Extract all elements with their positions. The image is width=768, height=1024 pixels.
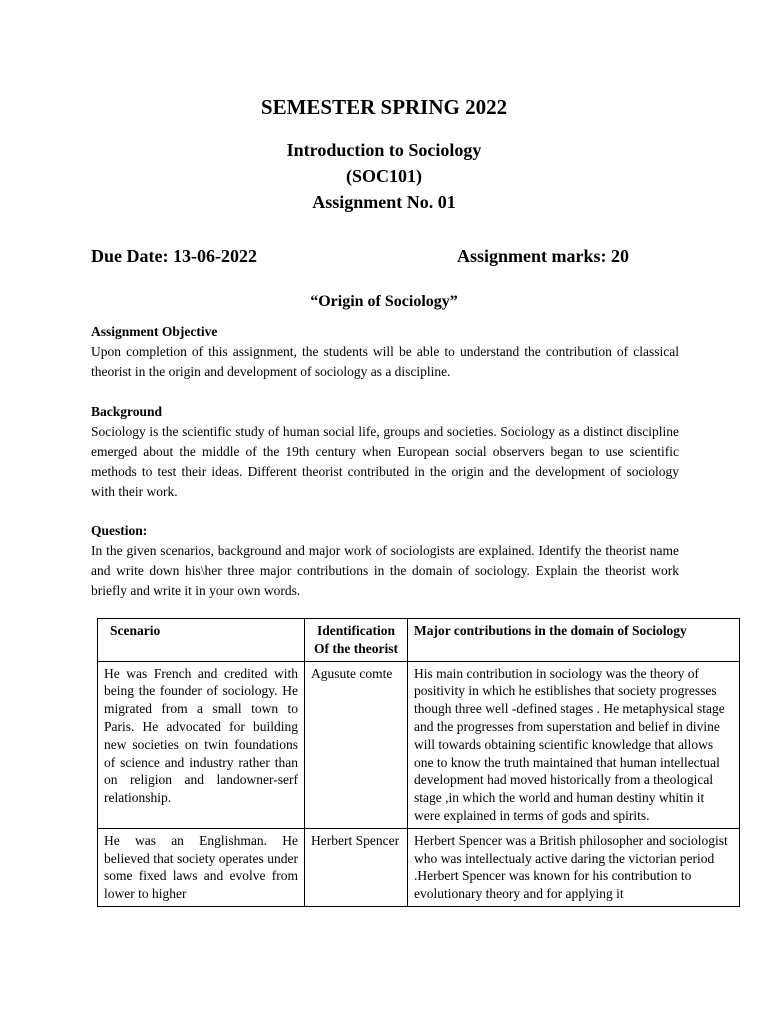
semester-title: SEMESTER SPRING 2022	[260, 95, 508, 119]
assignment-topic: “Origin of Sociology”	[310, 293, 458, 310]
background-text: Sociology is the scientific study of human social life, groups and societies. Sociology as a distinct discipline emerged about the middle of the 19th century when European social observers began to use scientific methods to test their ideas. Different theorist contributed in the origin and the development of sociology with their work.	[91, 424, 679, 499]
scenario-table	[97, 618, 740, 907]
theorist-cell: Agusute comte	[305, 661, 408, 828]
assignment-number: Assignment No. 01	[312, 192, 456, 212]
theorist-cell: Herbert Spencer	[305, 828, 408, 906]
assignment-marks: Assignment marks: 20	[457, 246, 630, 266]
table-row	[98, 828, 740, 906]
due-date: Due Date: 13-06-2022	[91, 246, 257, 266]
contribution-cell: Herbert Spencer was a British philosopher and sociologist who was intellectualy active daring the victorian period .Herbert Spencer was known for his contribution to evolutionary theory and for applying it	[408, 828, 740, 906]
course-title: Introduction to Sociology	[286, 140, 482, 160]
scenario-cell: He was an Englishman. He believed that society operates under some fixed laws and evolve from lower to higher	[98, 828, 305, 906]
question-section	[91, 521, 679, 601]
header-identification: Identification Of the theorist	[305, 619, 408, 662]
contribution-cell: His main contribution in sociology was the theory of positivity in which he estiblishes that society progresses though three well -defined stages . He metaphysical stage and the progresses from superstation and belief in divine will towards obtaining scientific knowledge that allows one to know the truth maintained that human intellectual development had moved historically from a theological stage ,in which the world and human destiny whitin it were explained in terms of gods and spirits.	[408, 661, 740, 828]
background-heading: Background	[91, 404, 163, 419]
question-text: In the given scenarios, background and major work of sociologists are explained. Identify the theorist name and write down his\her three major contributions in the domain of sociology. Explain the theorist work briefly and write it in your own words.	[91, 543, 679, 598]
scenario-cell: He was French and credited with being the founder of sociology. He migrated from a small town to Paris. He advocated for building new societies on twin foundations of science and industry rather than on religion and landowner-serf relationship.	[98, 661, 305, 828]
table-header-row	[98, 619, 740, 662]
objective-heading: Assignment Objective	[91, 324, 218, 339]
course-code: (SOC101)	[346, 166, 422, 186]
objective-section	[91, 322, 679, 382]
course-heading-block	[0, 137, 768, 215]
background-section	[91, 402, 679, 502]
header-scenario: Scenario	[98, 619, 305, 662]
table-row	[98, 661, 740, 828]
header-contributions: Major contributions in the domain of Sociology	[408, 619, 740, 662]
question-heading: Question:	[91, 523, 148, 538]
objective-text: Upon completion of this assignment, the students will be able to understand the contribution of classical theorist in the origin and development of sociology as a discipline.	[91, 344, 679, 379]
